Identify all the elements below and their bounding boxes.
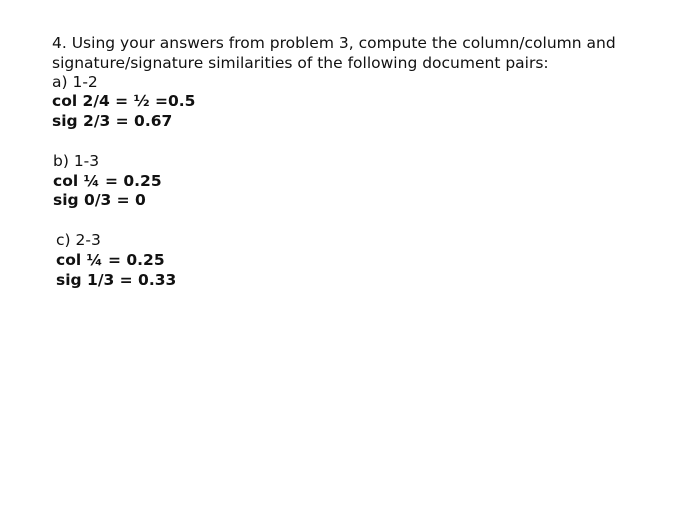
- pair-b-col-similarity: col ¼ = 0.25: [53, 172, 162, 190]
- pair-c-sig-similarity: sig 1/3 = 0.33: [56, 271, 177, 289]
- question-text-line-2: signature/signature similarities of the following document pairs:: [52, 54, 549, 72]
- pair-a-col-similarity: col 2/4 = ½ =0.5: [52, 92, 196, 110]
- pair-b-label: b) 1-3: [53, 152, 100, 170]
- question-text-line-1: 4. Using your answers from problem 3, compute the column/column and: [52, 34, 616, 52]
- pair-c-col-similarity: col ¼ = 0.25: [56, 251, 165, 269]
- pair-a-label: a) 1-2: [52, 73, 98, 91]
- pair-b-sig-similarity: sig 0/3 = 0: [53, 191, 146, 209]
- pair-c-label: c) 2-3: [56, 231, 101, 249]
- pair-a-sig-similarity: sig 2/3 = 0.67: [52, 112, 173, 130]
